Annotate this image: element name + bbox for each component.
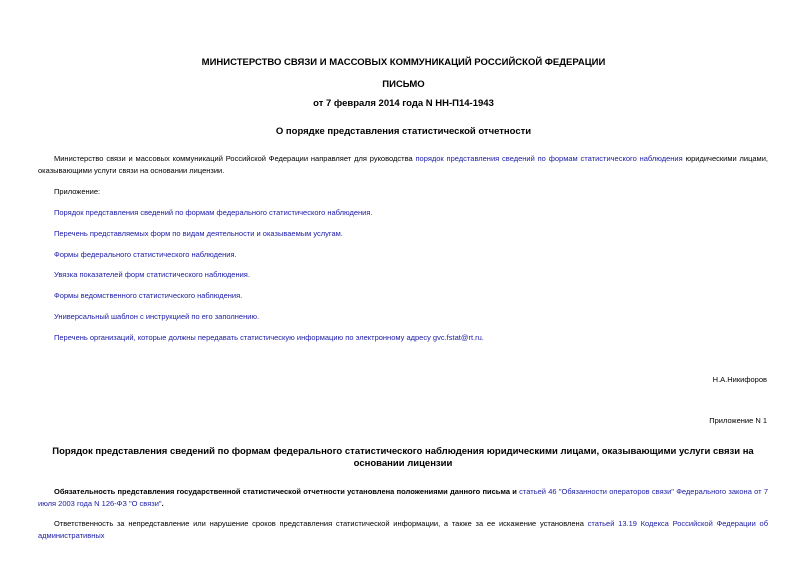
attachment-link-7[interactable]: Перечень организаций, которые должны передавать статистическую информацию по электронному адресу gvc.fstat@rt.ru.: [54, 333, 484, 342]
attachments-label: Приложение:: [54, 187, 101, 196]
attachment-link-6[interactable]: Универсальный шаблон с инструкцией по его заполнению.: [54, 312, 260, 321]
attachment-link-4[interactable]: Увязка показателей форм статистического наблюдения.: [54, 270, 250, 279]
responsibility-text: Ответственность за непредставление или нарушение сроков представления статистической информации, а также за ее искажение установлена: [54, 519, 588, 528]
intro-paragraph: [38, 153, 768, 177]
appendix-label: Приложение N 1: [709, 416, 767, 425]
code-article-13-19-link[interactable]: статьей 13.19 Кодекса Российской Федерации об административных: [38, 519, 768, 540]
attachment-link-1[interactable]: Порядок представления сведений по формам федерального статистического наблюдения.: [54, 208, 373, 217]
intro-link[interactable]: порядок представления сведений по формам статистического наблюдения: [415, 154, 683, 163]
document-subject: О порядке представления статистической отчетности: [275, 126, 532, 137]
attachment-link-3[interactable]: Формы федерального статистического наблюдения.: [54, 250, 237, 259]
obligation-bold-text: Обязательность представления государственной статистической отчетности установлена положениями данного письма и: [54, 487, 520, 496]
responsibility-paragraph: [38, 518, 768, 542]
intro-text-end: юридическими лицами, оказывающими услуги связи на основании лицензии.: [38, 154, 768, 175]
appendix-title: Порядок представления сведений по формам федерального статистического наблюдения юридическими лицами, оказывающими услуги связи на основании лицензии: [52, 446, 754, 469]
document-type: ПИСЬМО: [382, 79, 425, 90]
attachment-link-2[interactable]: Перечень представляемых форм по видам деятельности и оказываемым услугам.: [54, 229, 343, 238]
obligation-end: .: [161, 499, 164, 508]
signature: Н.А.Никифоров: [712, 375, 767, 384]
document-date-number: от 7 февраля 2014 года N НН-П14-1943: [313, 98, 494, 109]
ministry-heading: МИНИСТЕРСТВО СВЯЗИ И МАССОВЫХ КОММУНИКАЦИЙ РОССИЙСКОЙ ФЕДЕРАЦИИ: [201, 57, 606, 68]
law-article-46-link[interactable]: статьей 46 "Обязанности операторов связи" Федерального закона от 7 июля 2003 года N 126-ФЗ "О связи": [38, 487, 769, 508]
intro-text: Министерство связи и массовых коммуникаций Российской Федерации направляет для руководства: [54, 154, 416, 163]
attachment-link-5[interactable]: Формы ведомственного статистического наблюдения.: [54, 291, 243, 300]
obligation-paragraph: [38, 486, 768, 510]
